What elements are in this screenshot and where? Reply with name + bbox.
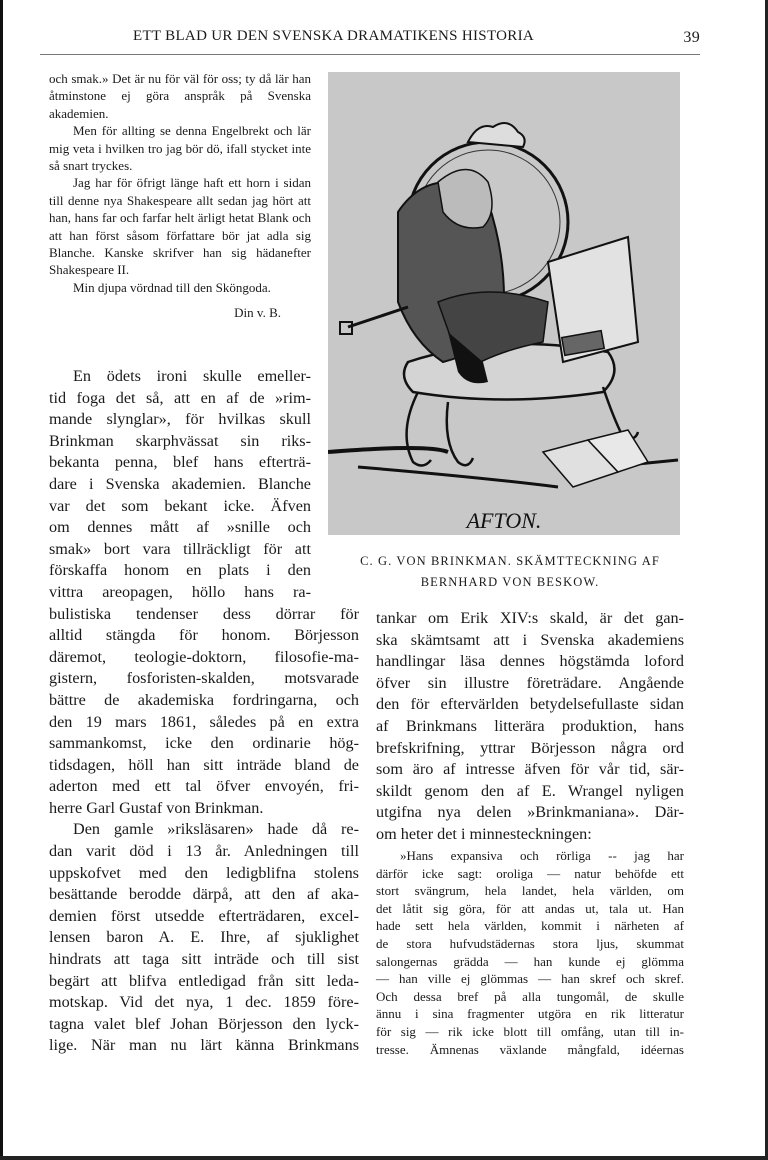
text-line: som äro af intresse äfven för vår tid, sär- [376,760,684,779]
text-line: alltid stängda för honom. Börjesson [49,626,359,645]
text-line: var det som bekant icke. Äfven [49,496,311,515]
text-line: brefskrifning, yttrar Börjesson några ord [376,738,684,757]
quote-line: därför icke sagt: oroliga — natur behöfde ett [376,865,684,881]
text-line: uppskofvet med den ledigblifna stolens [49,863,359,882]
text-line: herre Garl Gustaf von Brinkman. [49,798,264,817]
text-line: smak» bort vara tillräckligt för att [49,539,311,558]
text-line: En ödets ironi skulle emeller- [73,367,311,385]
text-line: tagna valet blef Johan Börjesson den lyck- [49,1014,359,1033]
text-line: besättande berodde därpå, att den af aka- [49,885,359,904]
text-line: den 19 mars 1861, således på en extra [49,712,359,731]
text-line: bättre de akademiska fordringarna, och [49,690,359,709]
body-column-right [376,608,684,846]
quote-line: de stora hufvudstädernas stora ljus, skummat [376,935,684,951]
scan-bottom-edge [0,1156,768,1160]
quote-line: salongernas grädda — han kunde ej glömma [376,953,684,969]
artist-signature: AFTON. [466,508,542,533]
text-line: af Brinkmans litterära produktion, hans [376,716,684,735]
text-line: aderton med ett tal öfver envoyén, fri- [49,777,359,796]
quote-line: stort svängrum, hela landet, hela världen, om [376,883,684,899]
text-line: öfver sin illustre företrädare. Angående [376,673,684,692]
caption-line: C. G. VON BRINKMAN. SKÄMTTECKNING AF [360,554,660,568]
quote-line: ännu i sina fragmenter utgöra en rik litteratur [376,1006,684,1022]
text-line: om dennes mått af »snille och [49,518,311,537]
running-head-title: ETT BLAD UR DEN SVENSKA DRAMATIKENS HISTORIA [133,28,534,44]
text-line: tid foga det så, att en af de »rim- [49,388,311,407]
text-line: ska skämtsamt att i Svenska akademiens [376,630,684,649]
text-line: förskaffa honom en plats i den [49,561,311,580]
text-line: dare i Svenska akademien. Blanche [49,474,311,493]
text-line: däremot, teologie-doktorn, filosofie-ma- [49,647,359,666]
text-line: lige. När man nu lärt känna Brinkmans [49,1036,359,1055]
text-line: hindrats att taga sitt inträde och till sist [49,950,359,969]
quote-line: »Hans expansiva och rörliga -- jag har [400,848,684,863]
text-line: tankar om Erik XIV:s skald, är det gan- [376,609,684,627]
quote-line: — han ville ej glömmas — han skref och skref. [376,971,684,987]
text-line: gistern, fosforisten-skalden, motsvarade [49,669,359,688]
text-line: vittra areopagen, höllo hans ra- [49,582,311,601]
letter-excerpt [49,70,311,322]
quote-line: Och dessa bref på alla tungomål, de skulle [376,988,684,1004]
text-line: sammankomst, icke den ordinarie hög- [49,734,359,753]
text-line: tidsdagen, höll han sitt inträde bland de [49,755,359,774]
text-line: skildt genom den af E. Wrangel nyligen [376,781,684,800]
block-quote [376,847,684,1058]
scan-left-edge [0,0,3,1160]
text-line: lensen baron A. E. Ihre, af sjuklighet [49,928,359,947]
quote-line: hade sett hela världen, kommit i närheten af [376,918,684,934]
figure-caption [325,551,695,593]
text-line: om heter det i minnesteckningen: [376,824,592,843]
letter-paragraph: Men för allting se denna Engelbrekt och lär mig veta i hvilken tro jag bör dö, ifall stycket inte så snart tryckes. [49,123,311,174]
page-number: 39 [683,29,700,46]
caption-line: BERNHARD VON BESKOW. [420,575,600,589]
letter-paragraph: Jag har för öfrigt länge haft ett horn i sidan till denne nya Shakespeare allt sedan jag hört att han, hans far och farfar helt ärligt hetat Blank och att han först såsom författare bör jat adla sig Blanche. Kanske skrifver han sig hädanefter Shakespeare II. [49,175,311,278]
body-column-left [49,366,359,1057]
text-line: Den gamle »riksläsaren» hade då re- [73,820,359,839]
text-line: begärt att blifva entledigad från sitt leda- [49,971,359,990]
text-line: bekanta penna, blef hans efterträ- [49,453,311,472]
letter-paragraph: Min djupa vördnad till den Sköngoda. [73,279,271,295]
text-line: Brinkman skarphvässat sin riks- [49,431,311,450]
text-line: handlingar läsa dennes högstämda loford [376,652,684,671]
text-line: mande slynglar», för hvilkas skull [49,410,311,429]
text-line: demien först utsedde efterträdaren, excel- [49,906,359,925]
letter-signature: Din v. B. [234,305,281,321]
text-line: den för eftervärlden betydelsefullaste sidan [376,695,684,714]
caricature-illustration [328,72,680,535]
text-line: motskap. Vid det nya, 1 dec. 1859 före- [49,993,359,1012]
quote-line: det låtit sig göra, för att andas ut, tala ut. Han [376,900,684,916]
caricature-drawing [328,72,680,535]
running-head [40,28,700,50]
header-rule [40,54,700,55]
text-line: utgifna nya delen »Brinkmaniana». Där- [376,803,684,822]
quote-line: för sig — rik icke blott till omfång, utan till in- [376,1023,684,1039]
quote-line: tresse. Ämnenas växlande mångfald, idéernas [376,1041,684,1057]
text-line: dan varit död i 13 år. Anledningen till [49,842,359,861]
letter-paragraph: och smak.» Det är nu för väl för oss; ty då lär han åtminstone ej göra anspråk på Svenska akademien. [49,71,311,121]
text-line: bulistiska tendenser dess dörrar för [49,604,359,623]
